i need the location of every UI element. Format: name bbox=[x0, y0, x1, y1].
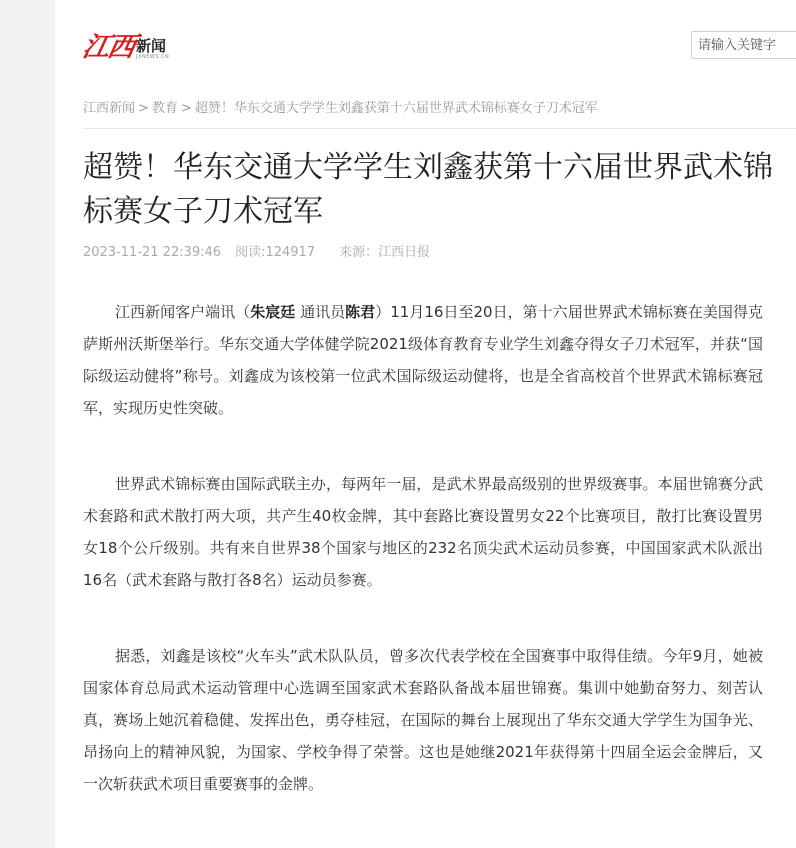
breadcrumb-separator: > bbox=[138, 101, 149, 116]
correspondent-name: 陈君 bbox=[345, 303, 376, 321]
breadcrumb bbox=[83, 100, 598, 118]
article-page bbox=[55, 0, 796, 848]
article-source: 来源：江西日报 bbox=[339, 245, 431, 260]
article-meta bbox=[83, 244, 444, 262]
search-input[interactable] bbox=[691, 31, 796, 59]
publish-date: 2023-11-21 22:39:46 bbox=[83, 245, 222, 260]
reporter-name: 朱宸廷 bbox=[250, 303, 296, 321]
article-title: 超赞！华东交通大学学生刘鑫获第十六届世界武术锦标赛女子刀术冠军 bbox=[83, 150, 773, 229]
divider bbox=[83, 128, 796, 129]
logo-script-text: 江西 bbox=[79, 32, 137, 63]
logo-side bbox=[136, 38, 169, 60]
paragraph-2: 世界武术锦标赛由国际武联主办，每两年一届，是武术界最高级别的世界级赛事。本届世锦赛分武术套路和武术散打两大项，共产生40枚金牌，其中套路比赛设置男女22个比赛项目，散打比赛设置男女18个公斤级别。共有来自世界38个国家与地区的232名顶尖武术运动员参赛，中国国家武术队派出16名（武术套路与散打各8名）运动员参赛。 bbox=[83, 475, 763, 589]
site-logo[interactable] bbox=[79, 29, 170, 63]
paragraph-3: 据悉，刘鑫是该校“火车头”武术队队员，曾多次代表学校在全国赛事中取得佳绩。今年9月，她被国家体育总局武术运动管理中心选调至国家武术套路队备战本届世锦赛。集训中她勤奋努力、刻苦认真，赛场上她沉着稳健、发挥出色，勇夺桂冠，在国际的舞台上展现出了华东交通大学学生为国争光、昂扬向上的精神风貌，为国家、学校争得了荣誉。这也是她继2021年获得第十四届全运会金牌后，又一次斩获武术项目重要赛事的金牌。 bbox=[83, 647, 763, 793]
left-gutter bbox=[0, 0, 55, 848]
breadcrumb-current[interactable]: 超赞！华东交通大学学生刘鑫获第十六届世界武术锦标赛女子刀术冠军 bbox=[194, 101, 598, 116]
article-body bbox=[83, 296, 763, 844]
logo-word: 新闻 bbox=[136, 37, 167, 55]
view-count: 阅读:124917 bbox=[235, 245, 316, 260]
breadcrumb-separator: > bbox=[180, 101, 192, 116]
p1-mid: 通讯员 bbox=[295, 303, 346, 321]
breadcrumb-home[interactable]: 江西新闻 bbox=[83, 101, 136, 116]
p1-text: ）11月16日至20日，第十六届世界武术锦标赛在美国得克萨斯州沃斯堡举行。华东交通大学体健学院2021级体育教育专业学生刘鑫夺得女子刀术冠军，并获“国际级运动健将”称号。刘鑫成为该校第一位武术国际级运动健将，也是全省高校首个世界武术锦标赛冠军，实现历史性突破。 bbox=[83, 303, 763, 417]
site-header bbox=[55, 0, 796, 88]
breadcrumb-education[interactable]: 教育 bbox=[151, 101, 178, 116]
paragraph-1 bbox=[83, 296, 763, 424]
logo-domain: JXNEWS.CN bbox=[136, 54, 170, 60]
p1-lead: 江西新闻客户端讯（ bbox=[115, 303, 251, 321]
